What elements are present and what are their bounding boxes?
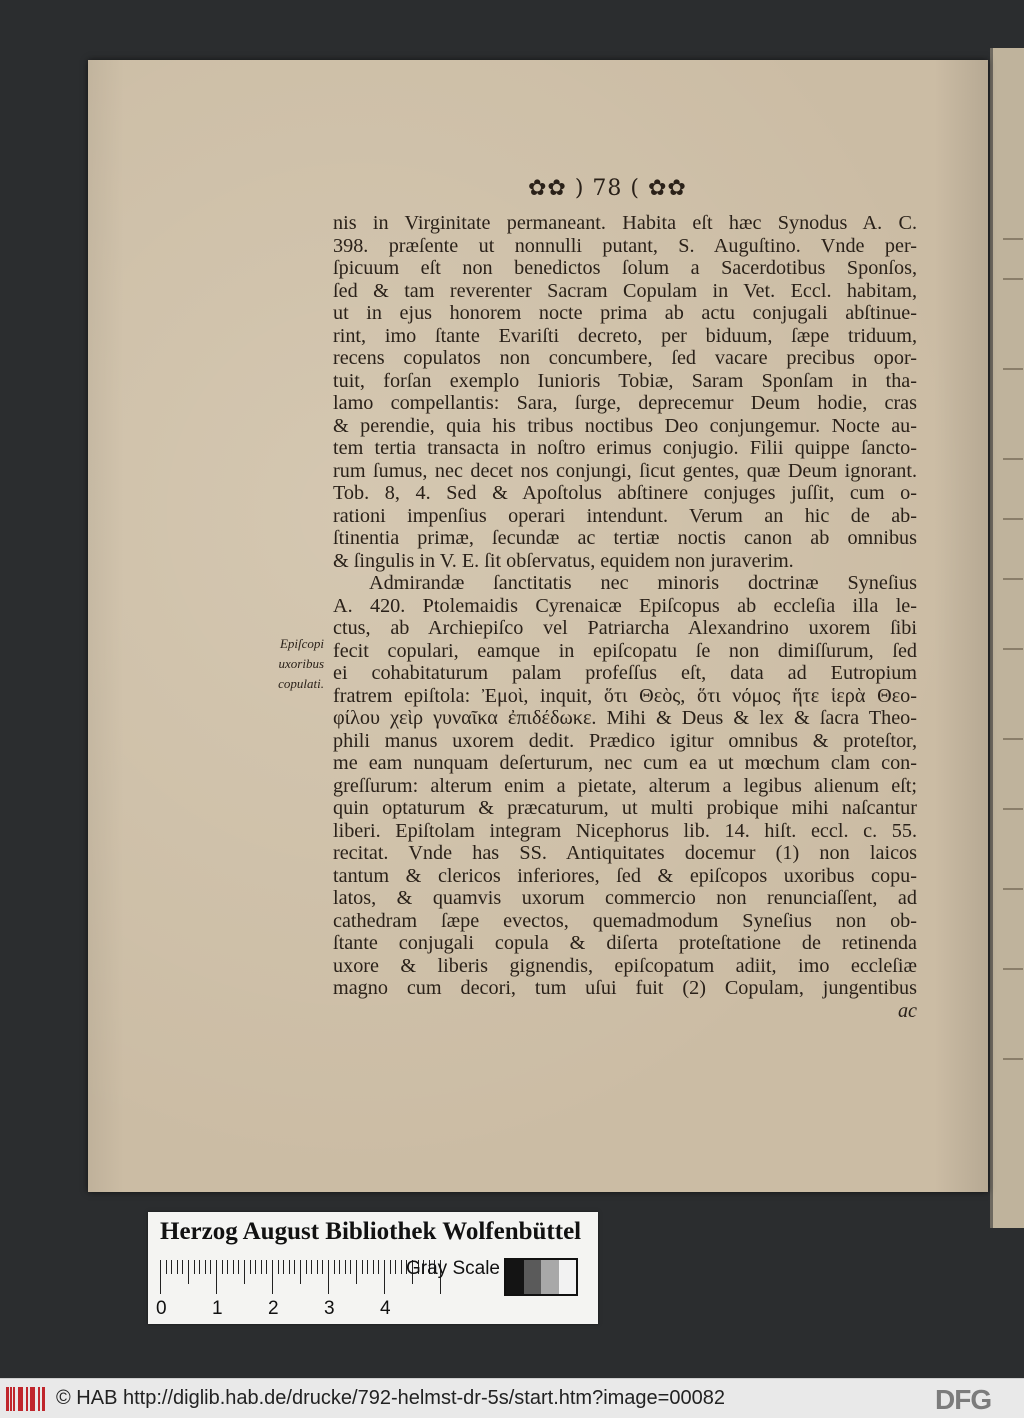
text-line: Tob. 8, 4. Sed & Apoſtolus abſtinere conjuges juſſit, cum o- (333, 482, 917, 504)
text-line: ei cohabitaturum palam profeſſus eſt, data ad Eutropium (333, 662, 917, 684)
page-header: ✿✿ ) 78 ( ✿✿ (528, 176, 687, 201)
text-line: cathedram ſæpe evectos, quemadmodum Syneſius non ob- (333, 909, 917, 932)
page-edge-mark (1003, 738, 1023, 740)
text-line: latos, & quamvis uxorum commercio non renunciaſſent, ad (333, 887, 917, 909)
text-line: fecit copulari, eamque in epiſcopatu ſe non dimiſſurum, ſed (333, 639, 917, 662)
margin-note-line: copulati. (278, 676, 324, 691)
ruler-label: 3 (324, 1298, 335, 1319)
barcode-bar (10, 1387, 12, 1411)
page-edge-mark (1003, 368, 1023, 370)
ruler-label: 2 (268, 1298, 279, 1319)
page-edge-mark (1003, 458, 1023, 460)
page-edge-mark (1003, 808, 1023, 810)
page-edge-mark (1003, 278, 1023, 280)
page-edge-mark (1003, 888, 1023, 890)
text-line: lamo compellantis: Sara, ſurge, deprecemur Deum hodie, cras (333, 392, 917, 414)
text-line: quin optaturum & præcaturum, ut multi probique mihi naſcantur (333, 797, 917, 819)
page-edge-mark (1003, 648, 1023, 650)
text-line: φίλου χεὶρ γυναῖκα ἐπιδέδωκε. Mihi & Deus & lex & ſacra Theo- (333, 707, 917, 729)
barcode-bar (38, 1387, 40, 1411)
ruler-tick (384, 1260, 385, 1294)
ruler-tick (300, 1260, 301, 1284)
text-line: liberi. Epiſtolam integram Nicephorus lib. 14. hiſt. eccl. c. 55. (333, 819, 917, 842)
dfg-logo: DFG (935, 1384, 992, 1415)
ruler (160, 1260, 400, 1296)
ruler-tick (272, 1260, 273, 1294)
ruler-tick (227, 1260, 228, 1274)
text-line: phili manus uxorem dedit. Prædico igitur omnibus & proteſtor, (333, 729, 917, 752)
library-color-card (148, 1212, 598, 1324)
text-line: tantum & clericos inferiores, ſed & epiſcopos uxoribus copu- (333, 864, 917, 887)
text-line: greſſurum: alterum enim a pietate, alterum a legibus alienum eſt; (333, 774, 917, 797)
ruler-tick (171, 1260, 172, 1274)
text-line: ſtante conjugali copula & diſerta proteſtatione de retinenda (333, 932, 917, 954)
text-line: rint, imo ſtante Evariſti decreto, per biduum, ſæpe triduum, (333, 324, 917, 347)
grayscale-swatch (504, 1258, 578, 1296)
ruler-tick (266, 1260, 267, 1274)
margin-note (248, 634, 324, 694)
swatch-white (559, 1260, 577, 1294)
catchword: ac (897, 999, 917, 1022)
text-line: 398. præſente ut nonnulli putant, S. Auguſtino. Vnde per- (333, 234, 917, 257)
ruler-tick (289, 1260, 290, 1274)
ruler-tick (317, 1260, 318, 1274)
text-line: & perendie, quia his tribus noctibus Deo conjungemur. Nocte au- (333, 414, 917, 437)
ruler-tick (328, 1260, 329, 1294)
ruler-tick (356, 1260, 357, 1284)
body-text (333, 212, 917, 1022)
ruler-tick (233, 1260, 234, 1274)
margin-note-line: uxoribus (278, 656, 324, 671)
text-line: ſpicuum eſt non benedictos ſolum a Sacerdotibus Sponſos, (333, 257, 917, 279)
text-line: tem tertia transacta in noſtro erimus conjugio. Filii quippe ſancto- (333, 437, 917, 459)
text-line: uxore & liberis gignendis, epiſcopatum adiit, imo eccleſiæ (333, 954, 917, 977)
page-edge-mark (1003, 1058, 1023, 1060)
ruler-tick (373, 1260, 374, 1274)
ruler-tick (238, 1260, 239, 1274)
swatch-dark-gray (524, 1260, 542, 1294)
ruler-tick (345, 1260, 346, 1274)
barcode-bar (33, 1387, 35, 1411)
ruler-tick (311, 1260, 312, 1274)
text-line: ctus, ab Archiepiſco vel Patriarcha Alexandrino uxorem ſibi (333, 617, 917, 639)
adjacent-page-edge (990, 48, 1024, 1228)
margin-note-line: Epiſcopi (279, 636, 324, 651)
ruler-tick (378, 1260, 379, 1274)
ruler-tick (166, 1260, 167, 1274)
barcode-bar (6, 1387, 9, 1411)
ruler-tick (250, 1260, 251, 1274)
text-line: tuit, forſan exemplo Iunioris Tobiæ, Saram Sponſam in tha- (333, 369, 917, 392)
page-edge-mark (1003, 238, 1023, 240)
text-line: ſed & tam reverenter Sacram Copulam in Vet. Eccl. habitam, (333, 279, 917, 302)
ruler-tick (334, 1260, 335, 1274)
ruler-tick (188, 1260, 189, 1284)
ruler-tick (205, 1260, 206, 1274)
ruler-tick (222, 1260, 223, 1274)
ruler-tick (294, 1260, 295, 1274)
ruler-tick (339, 1260, 340, 1274)
barcode-bar (21, 1387, 23, 1411)
ruler-tick (182, 1260, 183, 1274)
text-line: magno cum decori, tum uſui fuit (2) Copulam, jungentibus (333, 977, 917, 999)
page-edge-mark (1003, 578, 1023, 580)
footer-bar (0, 1378, 1024, 1418)
ruler-tick (177, 1260, 178, 1274)
text-line: ut in ejus honorem nocte prima ab actu conjugali abſtinue- (333, 302, 917, 324)
ruler-tick (350, 1260, 351, 1274)
text-line: A. 420. Ptolemaidis Cyrenaicæ Epiſcopus ab eccleſia illa le- (333, 594, 917, 617)
ruler-tick (160, 1260, 161, 1294)
ruler-tick (367, 1260, 368, 1274)
text-line: fratrem epiſtola: Ἐμοὶ, inquit, ὅτι Θεὸς, ὅτι νόμος ἥτε ἱερὰ Θεο- (333, 684, 917, 707)
grayscale-label: Gray Scale (406, 1258, 500, 1279)
swatch-light-gray (541, 1260, 559, 1294)
page-edge-mark (1003, 968, 1023, 970)
ruler-label: 4 (380, 1298, 391, 1319)
ruler-tick (362, 1260, 363, 1274)
barcode-icon (6, 1387, 46, 1411)
text-line: nis in Virginitate permaneant. Habita eſt hæc Synodus A. C. (333, 212, 917, 234)
ruler-label: 0 (156, 1298, 167, 1319)
library-name: Herzog August Bibliothek Wolfenbüttel (160, 1218, 582, 1245)
ruler-tick (194, 1260, 195, 1274)
ruler-label: 1 (212, 1298, 223, 1319)
barcode-bar (26, 1387, 28, 1411)
text-line: rationi impenſius operari intendunt. Verum an hic de ab- (333, 504, 917, 527)
ruler-tick (395, 1260, 396, 1274)
ruler-tick (216, 1260, 217, 1294)
text-line: rum ſumus, nec decet nos conjungi, ſicut gentes, quæ Deum ignorant. (333, 459, 917, 482)
copyright-link[interactable]: © HAB http://diglib.hab.de/drucke/792-helmst-dr-5s/start.htm?image=00082 (56, 1387, 725, 1409)
text-line: ſtinentia primæ, ſecundæ ac tertiæ noctis canon ab omnibus (333, 527, 917, 549)
ruler-tick (390, 1260, 391, 1274)
text-line: Admirandæ ſanctitatis nec minoris doctrinæ Syneſius (369, 572, 917, 594)
swatch-black (506, 1260, 524, 1294)
barcode-bar (13, 1387, 15, 1411)
ruler-tick (255, 1260, 256, 1274)
ruler-tick (199, 1260, 200, 1274)
ruler-tick (283, 1260, 284, 1274)
ruler-tick (261, 1260, 262, 1274)
ruler-tick (401, 1260, 402, 1274)
ruler-tick (278, 1260, 279, 1274)
barcode-bar (42, 1387, 45, 1411)
text-line: & ſingulis in V. E. ſit obſervatus, equidem non juraverim. (333, 549, 794, 572)
ruler-tick (210, 1260, 211, 1274)
ruler-tick (244, 1260, 245, 1284)
text-line: recitat. Vnde has SS. Antiquitates docemur (1) non laicos (333, 842, 917, 864)
ruler-tick (306, 1260, 307, 1274)
text-line: me eam nunquam deſerturum, nec cum ea ut mœchum clam con- (333, 752, 917, 774)
text-line: recens copulatos non concumbere, ſed vacare precibus opor- (333, 347, 917, 369)
ruler-tick (322, 1260, 323, 1274)
page-edge-mark (1003, 518, 1023, 520)
